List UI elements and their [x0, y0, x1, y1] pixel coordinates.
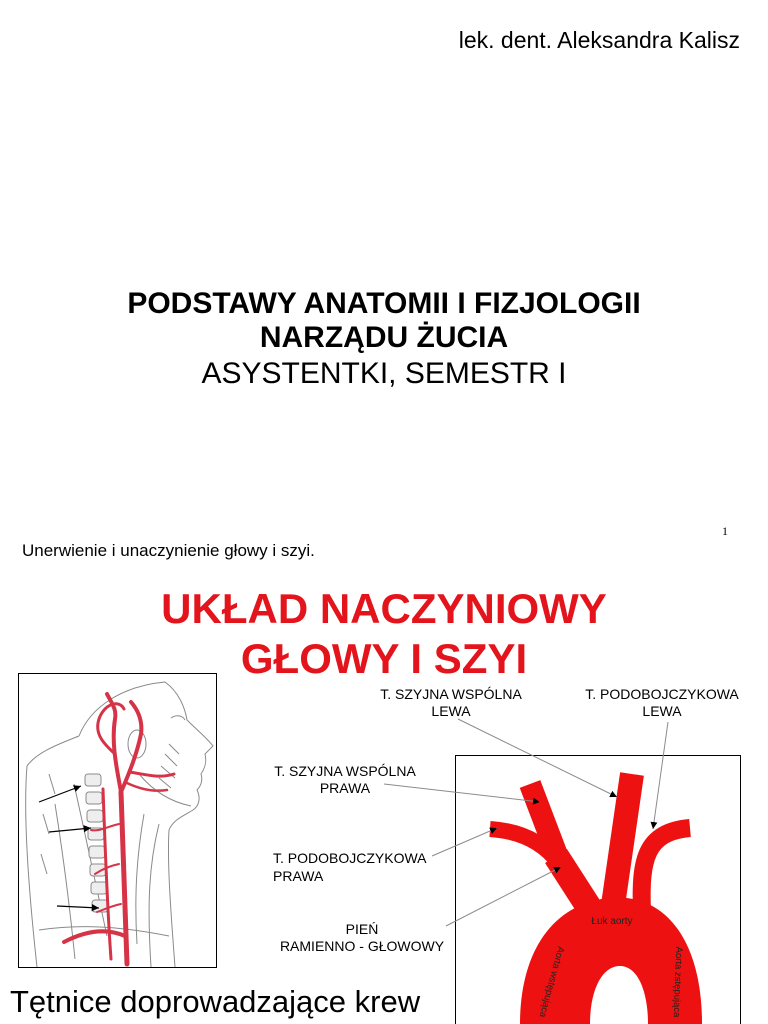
leader-right-common-carotid [384, 784, 540, 802]
label-line-2: LEWA [431, 703, 471, 719]
label-line-1: T. PODOBOJCZYKOWA [273, 850, 427, 866]
slide-header: Unerwienie i unaczynienie głowy i szyi. [22, 541, 315, 560]
label-line-2: PRAWA [319, 780, 371, 796]
label-line-1: T. SZYJNA WSPÓLNA [274, 763, 416, 779]
arch-branches [490, 774, 690, 912]
label-line-1: T. PODOBOJCZYKOWA [585, 686, 739, 702]
slide-title-line-2: GŁOWY I SZYI [240, 635, 528, 682]
leader-left-subclavian [653, 722, 668, 829]
page-number: 1 [722, 524, 728, 538]
leader-right-subclavian [432, 828, 497, 856]
slide-title-line-1: UKŁAD NACZYNIOWY [161, 585, 607, 632]
descending-aorta-label: Aorta zstępująca [670, 946, 685, 1018]
left-subclavian [642, 828, 690, 912]
left-common-carotid [612, 774, 632, 912]
label-line-2: LEWA [642, 703, 682, 719]
label-line-2: RAMIENNO - GŁOWOWY [279, 938, 445, 954]
body-text: Tętnice doprowadzające krew [10, 984, 421, 1019]
course-title-line-1: PODSTAWY ANATOMII I FIZJOLOGII [127, 287, 641, 320]
ascending-aorta-label: Aorta wstępująca [536, 945, 567, 1019]
course-subtitle: ASYSTENTKI, SEMESTR I [201, 357, 567, 390]
label-line-1: T. SZYJNA WSPÓLNA [380, 686, 522, 702]
author-name: lek. dent. Aleksandra Kalisz [458, 27, 740, 53]
arch-label: Łuk aorty [591, 916, 633, 927]
aortic-arch-diagram [490, 774, 702, 1024]
label-line-1: PIEŃ [345, 921, 379, 937]
label-line-2: PRAWA [273, 868, 324, 884]
leader-brachiocephalic-trunk [446, 867, 561, 926]
course-title-line-2: NARZĄDU ŻUCIA [259, 321, 509, 354]
